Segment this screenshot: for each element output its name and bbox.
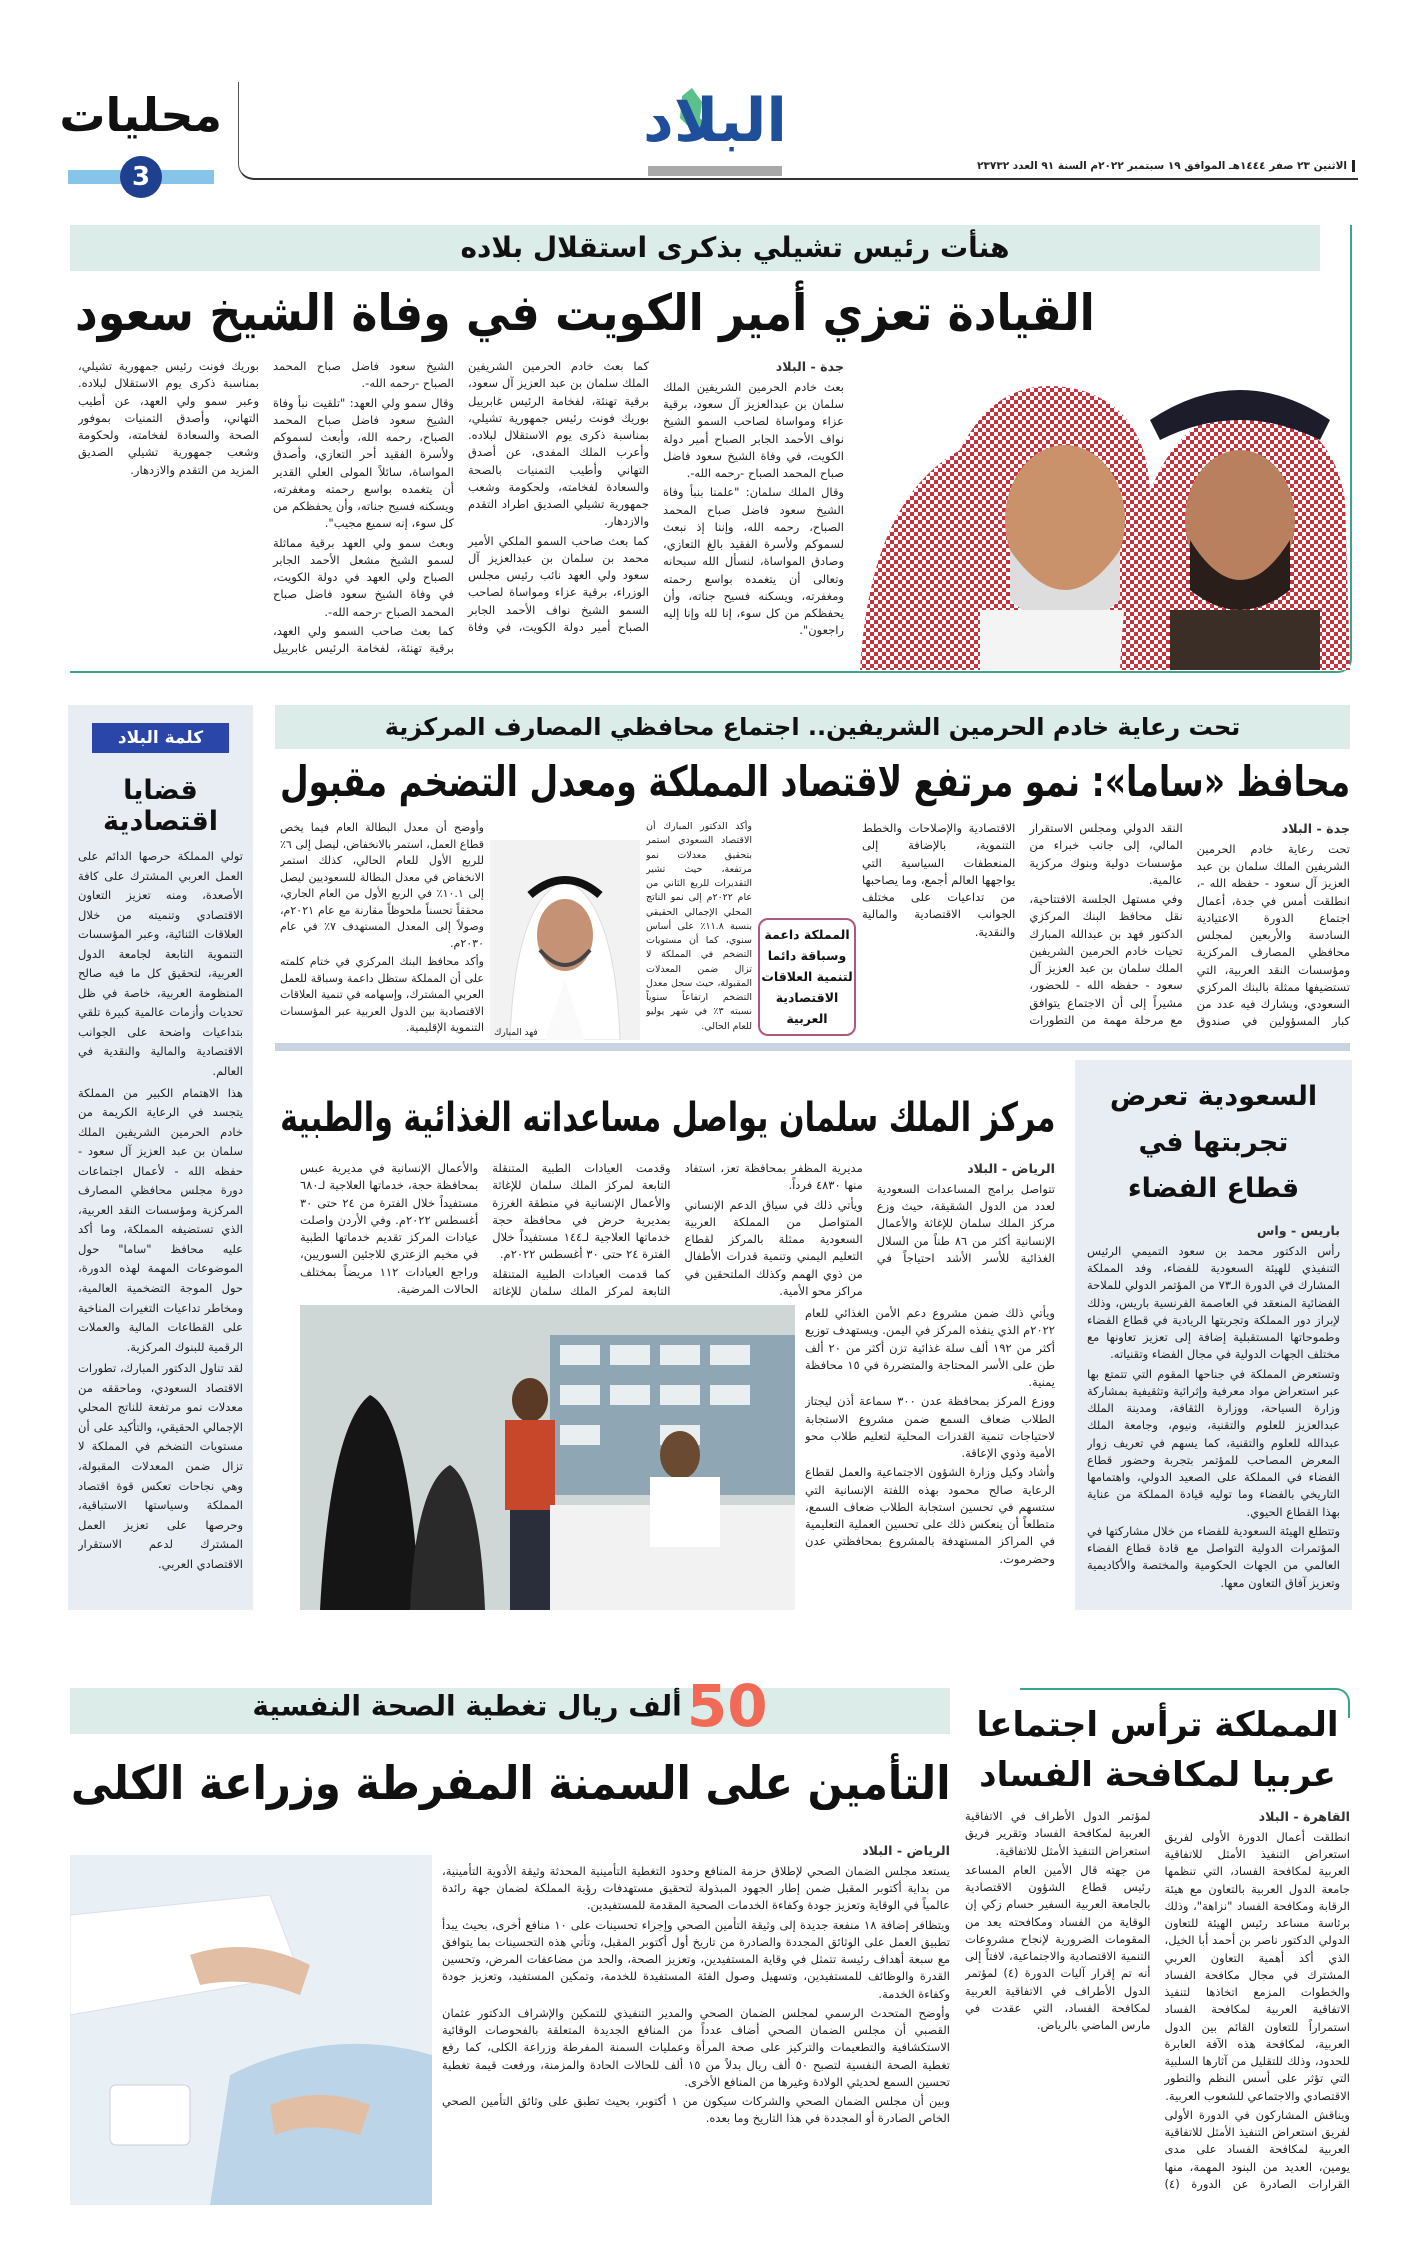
- section-title: محليات: [59, 88, 222, 142]
- story2-body-right: [862, 820, 1350, 1038]
- photo-caption: فهد المبارك: [494, 1028, 538, 1038]
- story2-body-mid: [646, 820, 752, 1038]
- paragraph: ويناقش المشاركون في الدورة الأولى لفريق استعراض التنفيذ الأمثل للاتفاقية العربية لمكافحة الفساد على مدى يومين، العديد من البنود المهمة، منها القرارات الصادرة عن الدورة (٤) لمؤتمر الدول الأطراف في الاتفاقية العربية لمكافحة الفساد وتقرير فريق استعراض التنفيذ الأمثل للاتفاقية.: [965, 1809, 1350, 2191]
- story4-headline: السعودية تعرض تجربتها في قطاع الفضاء: [1109, 1081, 1318, 1204]
- story2-headline: محافظ «ساما»: نمو مرتفع لاقتصاد المملكة ومعدل التضخم مقبول: [279, 757, 1350, 806]
- story5-kicker: ألف ريال تغطية الصحة النفسية: [252, 1689, 682, 1723]
- editorial-sidebar: [68, 705, 253, 1610]
- clinic-scene-icon: [300, 1305, 795, 1610]
- story5-byline: الرياض - البلاد: [862, 1843, 950, 1858]
- paragraph: وأشاد وكيل وزارة الشؤون الاجتماعية والعمل لقطاع الرعاية صالح محمود بهذه اللفتة الإنسانية التي ستسهم في تحسين استجابة الطلاب ضعاف السمع، متطلعاً أن ينعكس ذلك على تحسين العملية التعليمية في المراكز المستهدفة بالمشروع بمحافظتي عدن وحضرموت.: [805, 1465, 1055, 1566]
- paragraph: انطلقت أعمال الدورة الأولى لفريق استعراض التنفيذ الأمثل للاتفاقية العربية لمكافحة الفساد، التي تنظمها جامعة الدول العربية بالتعاون مع هيئة الرقابة ومكافحة الفساد "نزاهة"، وذلك برئاسة مساعد رئيس الهيئة للتعاون الدولي الدكتور ناصر بن أحمد أبا الخيل، الذي أكد أهمية التعاون العربي المشترك في مجال مكافحة الفساد والخطوات المزمع اتخاذها لتنفيذ الاتفاقية العربية لمكافحة الفساد استمراراً للتعاون القائم بين الدول العربية، لمكافحة هذه الآفة العابرة للحدود، وذلك للتقليل من آثارها السلبية التي تؤثر على أسس النظم والتطور الاقتصادي والاجتماعي للشعوب العربية.: [1164, 1829, 1350, 2103]
- paragraph: رأس الدكتور محمد بن سعود التميمي الرئيس التنفيذي للهيئة السعودية للفضاء، وفد المملكة المشارك في الدورة الـ٧٣ من المؤتمر الدولي للملاحة الفضائية المنعقد في العاصمة الفرنسية باريس، وذلك لإبراز دور المملكة وتجربتها الريادية في قطاع الفضاء وطموحاتها المستقبلية إضافة إلى تعزيز تعاونها مع مختلف الجهات الدولية في مجال الفضاء وتقنياته.: [1087, 1243, 1340, 1362]
- story1-photo: [850, 348, 1350, 670]
- paragraph: وأوضح أن معدل البطالة العام فيما يخص قطاع العمل، استمر بالانخفاض، ليصل إلى ٦٪ للربع الأول للعام الحالي، كذلك استمر الانخفاض في معدل البطالة للسعوديين ليصل إلى ١٠.١٪ في الربع الأول من العام الجاري، محققاً تحسناً ملحوظاً مقارنة مع عام ٢٠٢١م، وصولاً إلى المعدل المستهدف ٧٪ في عام ٢٠٣٠م.: [280, 821, 484, 950]
- story5-body: [442, 1842, 950, 2204]
- section-rule: [275, 1043, 1350, 1051]
- story6-block: [965, 1700, 1350, 2205]
- story2-body-left: [280, 820, 484, 1038]
- paragraph: كما بعث صاحب السمو ولي العهد، برقية تهنئة، لفخامة الرئيس غابرييل بوريك فونت رئيس جمهورية تشيلي، بمناسبة ذكرى يوم الاستقلال لبلاده. وعبر سمو ولي العهد، عن أطيب التهاني، وأصدق التمنيات بموفور الصحة والسعادة لفخامته، ولحكومة وشعب جمهورية تشيلي الصديق المزيد من التقدم والازدهار.: [78, 359, 454, 655]
- masthead: [0, 0, 1420, 200]
- story6-byline: القاهرة - البلاد: [1258, 1809, 1350, 1824]
- paragraph: وأكد محافظ البنك المركزي في ختام كلمته على أن المملكة ستظل داعمة وسباقة للعمل العربي المشترك، وإسهامه في تنمية العلاقات الاقتصادية بين الدول العربية عبر المؤسسات التنموية الإقليمية.: [280, 955, 484, 1034]
- paragraph: يستعد مجلس الضمان الصحي لإطلاق حزمة المنافع وحدود التغطية التأمينية المحدثة وثيقة الأدوية التأمينية، من بداية أكتوبر المقبل ضمن إطار الجهود المبذولة لتحقيق مستهدفات رؤية المملكة لضمان جهة رائدة عالمياً في الوقاية وتعزيز جودة وكفاءة الخدمات الصحية المقدمة للمستفيدين.: [442, 1863, 950, 1913]
- story3-byline: الرياض - البلاد: [967, 1161, 1055, 1176]
- story1-byline: جدة - البلاد: [775, 359, 844, 374]
- story3-headline: مركز الملك سلمان يواصل مساعداته الغذائية والطبية: [279, 1095, 1055, 1141]
- story2-kicker-wrap: [275, 705, 1350, 749]
- story6-body: [965, 1808, 1350, 2205]
- story1-kicker-wrap: [70, 225, 1320, 271]
- paragraph: من جهته قال الأمين العام المساعد رئيس قطاع الشؤون الاقتصادية بالجامعة العربية السفير حسام زكي إن الوقاية من الفساد ومكافحته يعد من المقومات الضرورية لإنجاح مشروعات التنمية الاقتصادية والاجتماعية، لافتاً إلى أنه تم إقرار آليات الدورة (٤) لمؤتمر الدول الأطراف في الاتفاقية العربية لمكافحة الفساد، التي عقدت في مارس الماضي بالرياض.: [965, 1862, 1151, 2032]
- paragraph: وبين أن مجلس الضمان الصحي والشركات سيكون من ١ أكتوبر، بحيث تطبق على وثائق التأمين الصحي الخاص الصادرة أو المجددة في هذا التاريخ وما بعده.: [442, 2094, 950, 2126]
- editorial-badge: كلمة البلاد: [92, 723, 229, 753]
- paragraph: وبعث سمو ولي العهد برقية مماثلة لسمو الشيخ مشعل الأحمد الجابر الصباح ولي العهد في دولة الكويت، في وفاة الشيخ سعود فاضل صباح المحمد الصباح -رحمه الله-.: [273, 535, 454, 619]
- story1-kicker: هنأت رئيس تشيلي بذكرى استقلال بلاده: [460, 231, 1010, 264]
- paragraph: ويتظافر إضافة ١٨ منفعة جديدة إلى وثيقة التأمين الصحي وإجراء تحسينات على ١٠ منافع أخرى، بحيث يبدأ تطبيق العمل على الوثائق المجددة والصادرة من تاريخ أول أكتوبر المقبل، وتأتي هذه التحسينات بما يتوافق مع سبعة أهداف رئيسة تتمثل في وقاية المستفيدين، وتعزيز الصحة، والحد من مضاعفات المرض، وتحسين القدرة والوظائف للمستفيدين، وتسهيل وصول الفئة المستفيدة للخدمة، وتمكين المستفيد، وتعزيز جودة وكفاءة الخدمة.: [442, 1917, 950, 2001]
- story3-body-right: [805, 1305, 1055, 1610]
- paragraph: ويأتي ذلك في سياق الدعم الإنساني المتواصل من المملكة العربية السعودية ممثلة بالمركز لقطاع التعليم اليمني وتنمية قدرات الأطفال من ذوي الهمم وكذلك الملتحقين في مراكز محو الأمية.: [684, 1197, 863, 1298]
- paragraph: لقد تناول الدكتور المبارك، تطورات الاقتصاد السعودي، وماحققه من معدلات نمو مرتفعة للناتج المحلي الإجمالي الحقيقي، والتأكيد على أن مستويات التضخم في المملكة لا تزال ضمن المعدلات المقبولة، وهي نجاحات تعكس قوة اقتصاد المملكة وسياستها الاستباقية، وحرصها على تعزيز العمل المشترك لدعم الاستقرار الاقتصادي العربي.: [78, 1361, 243, 1571]
- logo-underbar: [648, 166, 782, 176]
- paragraph: كما بعث صاحب السمو الملكي الأمير محمد بن سلمان بن عبدالعزيز آل سعود ولي العهد نائب رئيس مجلس الوزراء، برقية عزاء ومواساة لصاحب السمو الشيخ نواف الأحمد الجابر الصباح أمير دولة الكويت، في وفاة الشيخ سعود فاضل صباح المحمد الصباح -رحمه الله-.: [273, 359, 649, 634]
- story1-body: [78, 358, 844, 663]
- paragraph: تحت رعاية خادم الحرمين الشريفين الملك سلمان بن عبد العزيز آل سعود - حفظه الله -، انطلقت أمس في جدة، أعمال اجتماع الدورة الاعتيادية السادسة والأربعين لمجلس محافظي المصارف المركزية ومؤسسات النقد العربية، التي تستضيفها ممثلة بالبنك المركزي السعودي، ويشارك فيه عدد من كبار المسؤولين في صندوق النقد الدولي ومجلس الاستقرار المالي، إلى جانب خبراء من مؤسسات دولية وبنوك مركزية عالمية.: [1029, 821, 1350, 1029]
- paragraph: وقال سمو ولي العهد: "تلقيت نبأ وفاة الشيخ سعود فاضل صباح المحمد الصباح، رحمه الله، وأبعث لسموكم ولأسرة الفقيد أحر التعازي، وأصدق المواساة، سائلاً المولى العلي القدير أن يتغمده بواسع رحمته ومغفرته، ويسكنه فسيح جناته، وأن يحفظكم من كل سوء، إنه سميع مجيب".: [273, 395, 454, 531]
- logo-text: البلاد: [643, 86, 787, 156]
- leaders-photo-icon: [850, 348, 1350, 670]
- paragraph: وقال الملك سلمان: "علمنا بنبأ وفاة الشيخ سعود فاضل صباح المحمد الصباح، رحمه الله، وإننا إذ نبعث لسموكم ولأسرة الفقيد بالغ التعازي، وصادق المواساة، لنسأل الله سبحانه وتعالى أن يتغمده بواسع رحمته ومغفرته، ويسكنه فسيح جناته، وأن يحفظكم من كل سوء، إنا لله وإنا إليه راجعون".: [663, 485, 844, 638]
- dateline: الاثنين ٢٣ صفر ١٤٤٤هـ الموافق ١٩ سبتمبر ٢٠٢٢م السنة ٩١ العدد ٢٣٧٣٢: [977, 160, 1347, 172]
- story1-headline: القيادة تعزي أمير الكويت في وفاة الشيخ سعود: [75, 284, 1095, 342]
- paragraph: ووزع المركز بمحافظة عدن ٣٠٠ سماعة أذن ليجتاز الطلاب ضعاف السمع ضمن مشروع الاستجابة لاحتياجات تنمية القدرات المحلية لتعليم طلاب محو الأمية وذوي الإعاقة.: [805, 1394, 1055, 1460]
- editorial-title: قضايا اقتصادية: [102, 775, 219, 837]
- paragraph: كما قدمت العيادات الطبية المتنقلة التابعة لمركز الملك سلمان للإغاثة والأعمال الإنسانية في مديرية عبس بمحافظة حجة، خدماتها العلاجية لـ٦٨٠ مستفيداً خلال الفترة من ٢٤ حتى ٣٠ أغسطس ٢٠٢٢م. وفي الأردن واصلت عيادات المركز تقديم خدماتها الطبية في مخيم الزعتري للاجئين السوريين، وراجع العيادات ١١٢ مريضاً بمختلف الحالات المرضية.: [300, 1161, 671, 1298]
- story6-headline: المملكة ترأس اجتماعا عربيا لمكافحة الفساد: [976, 1705, 1339, 1795]
- paragraph: وقدمت العيادات الطبية المتنقلة التابعة لمركز الملك سلمان للإغاثة والأعمال الإنسانية في منطقة الغرزة بمديرية حرض في محافظة حجة خدماتها العلاجية لـ١٤٤ مستفيداً خلال الفترة ٢٤ حتى ٣٠ أغسطس ٢٠٢٢م.: [492, 1161, 671, 1262]
- story2-pullquote: [758, 918, 856, 1036]
- paragraph: تتواصل برامج المساعدات السعودية لعدد من الدول الشقيقة، حيث وزع مركز الملك سلمان للإغاثة والأعمال الإنسانية أكثر من ٨٦ طناً من السلال الغذائية للأسر الأشد احتياجاً في مديرية المظفر بمحافظة تعز، استفاد منها ٤٨٣٠ فرداً.: [684, 1161, 1055, 1265]
- story4-body: [1087, 1222, 1340, 1596]
- paragraph: وأوضح المتحدث الرسمي لمجلس الضمان الصحي والمدير التنفيذي للتمكين والإشراف الدكتور عثمان القصبي أن مجلس الضمان الصحي أضاف عدداً من المنافع الجديدة المتعلقة بالفحوصات الوقائية الاستكشافية والتطعيمات والتركيز على صحة المرأة وعمليات السمنة المفرطة وزراعة الكلى، كما رفع تغطية الصحة النفسية لتصبح ٥٠ ألف ريال بدلاً من ١٥ ألف للحالات الحادة والمزمنة، ورفعت قيمة تغطية تحسين السمع لحديثي الولادة وغيرها من المنافع الأخرى.: [442, 2005, 950, 2089]
- paragraph: وفي مستهل الجلسة الافتتاحية، نقل محافظ البنك المركزي الدكتور فهد بن عبدالله المبارك تحيات خادم الحرمين الشريفين الملك سلمان بن عبد العزيز آل سعود - حفظه الله - للحضور، مشيراً إلى أن الاجتماع يتوافق مع مرحلة مهمة من التطورات الاقتصادية والإصلاحات والخطط التنموية، بالإضافة إلى المنعطفات السياسية التي يواجهها العالم أجمع، وما يصاحبها من تداعيات على مختلف الجوانب الاقتصادية والمالية والنقدية.: [862, 821, 1183, 1027]
- paragraph: وأكد الدكتور المبارك أن الاقتصاد السعودي استمر بتحقيق معدلات نمو مرتفعة، حيث تشير التقديرات للربع الثاني من عام ٢٠٢٢م إلى نمو الناتج المحلي الإجمالي الحقيقي بنسبة ١١.٨٪ على أساس سنوي، كما أن مستويات التضخم في المملكة لا تزال ضمن المعدلات المقبولة، حيث سجل معدل التضخم ارتفاعاً سنوياً نسبته ٣٪ في شهر يوليو للعام الحالي.: [646, 821, 752, 1032]
- story3-body: [300, 1160, 1055, 1300]
- story1-kicker-band: [70, 225, 1320, 271]
- editorial-body: [78, 847, 243, 1596]
- story5-kicker-row: [70, 1672, 950, 1742]
- paragraph: ويأتي ذلك ضمن مشروع دعم الأمن الغذائي للعام ٢٠٢٢م الذي ينفذه المركز في اليمن. ويستهدف توزيع أكثر من ١٩٢ ألف سلة غذائية تزن أكثر من ٢٠ ألف طن على الأسر المحتاجة والمتضررة في ١٥ محافظة يمنية.: [805, 1306, 1055, 1389]
- kicker-number: 50: [686, 1672, 768, 1740]
- governor-photo: [490, 840, 640, 1040]
- dateline-wrap: [880, 160, 1355, 172]
- page-number-badge: 3: [120, 156, 162, 198]
- logo: [640, 78, 790, 178]
- story4-byline: باريس - واس: [1256, 1223, 1340, 1238]
- story2-kicker-band: [275, 705, 1350, 749]
- governor-portrait-icon: [490, 840, 640, 1040]
- story5-headline: التأمين على السمنة المفرطة وزراعة الكلى: [70, 1756, 950, 1810]
- story2-kicker: تحت رعاية خادم الحرمين الشريفين.. اجتماع محافظي المصارف المركزية: [384, 713, 1241, 741]
- insurance-photo: [70, 1855, 432, 2205]
- doctor-hands-icon: [70, 1855, 432, 2205]
- space-story-box: [1075, 1060, 1352, 1610]
- paragraph: وتستعرض المملكة في جناحها المقوم التي تتمتع بها عبر استعراض مواد معرفية وإثرائية وتثقيفية بمشاركة وزارة السياحة، ووزارة الثقافة، ومدينة الملك عبدالعزيز للعلوم والتقنية، ونيوم، وجامعة الملك عبدالله للعلوم والتقنية، كما يسهم في تعريف زوار المعرض المصاحب للمؤتمر بتجربة وحضور قطاع الفضاء في المملكة على الصعيد الدولي، واهتمامها التاريخي بالفضاء وما توليه قيادة المملكة من عناية بهذا القطاع الحيوي.: [1087, 1366, 1340, 1519]
- story3-headline-wrap: [280, 1085, 1055, 1151]
- story2-byline: جدة - البلاد: [1281, 821, 1350, 836]
- story5-headline-wrap: [70, 1750, 950, 1816]
- paragraph: كما بعث خادم الحرمين الشريفين الملك سلمان بن عبد العزيز آل سعود، برقية تهنئة، لفخامة الرئيس غابرييل بوريك فونت رئيس جمهورية تشيلي، بمناسبة ذكرى يوم الاستقلال لبلاده. وأعرب الملك المفدى، عن أصدق التهاني وأطيب التمنيات بالصحة والسعادة لفخامته، ولحكومة وشعب جمهورية تشيلي الصديق اطراد التقدم والازدهار.: [468, 359, 649, 529]
- story1-headline-wrap: [75, 280, 1095, 346]
- pullquote-text: المملكة داعمة وسباقة دائما لتنمية العلاقات الاقتصادية العربية: [761, 927, 853, 1026]
- paragraph: بعث خادم الحرمين الشريفين الملك سلمان بن عبدالعزيز آل سعود، برقية عزاء ومواساة لصاحب السمو الشيخ نواف الأحمد الجابر الصباح أمير دولة الكويت، في وفاة الشيخ سعود فاضل صباح المحمد الصباح -رحمه الله-.: [663, 379, 844, 481]
- aid-photo: [300, 1305, 795, 1610]
- story2-headline-wrap: [280, 752, 1350, 812]
- paragraph: وتتطلع الهيئة السعودية للفضاء من خلال مشاركتها في المؤتمرات الدولية التواصل مع قادة قطاع الفضاء العالمي من الجهات الحكومية والمختصة والأكاديمية وتعزيز آفاق التعاون معها.: [1087, 1523, 1340, 1590]
- paragraph: تولي المملكة حرصها الدائم على العمل العربي المشترك على كافة الأصعدة، ومنه تعزيز التعاون الاقتصادي وتنميته من خلال العلاقات الثنائية، وعبر المؤسسات التنموية التابعة لجامعة الدول العربية، لتحقيق كل ما فيه صالح المنظومة العربية، خاصة في ظل تحديات وأزمات عالمية كبيرة تلقي بتداعيات واضحة على الجوانب الاقتصادية والمالية والنقدية في العالم.: [78, 849, 243, 1079]
- paragraph: هذا الاهتمام الكبير من المملكة يتجسد في الرعاية الكريمة من خادم الحرمين الشريفين الملك سلمان بن عبد العزيز آل سعود - حفظه الله - لأعمال اجتماعات دورة مجلس محافظي المصارف المركزية ومؤسسات النقد العربية، الذي تستضيفه المملكة، وما أكد عليه محافظ "ساما" حول الموضوعات المهمة لهذه الدورة، حول الموجة التضخمية العالمية، ومخاطر تداعيات التغيرات المناخية على القطاعات المالية والعملات الرقمية للبنوك المركزية.: [78, 1085, 243, 1354]
